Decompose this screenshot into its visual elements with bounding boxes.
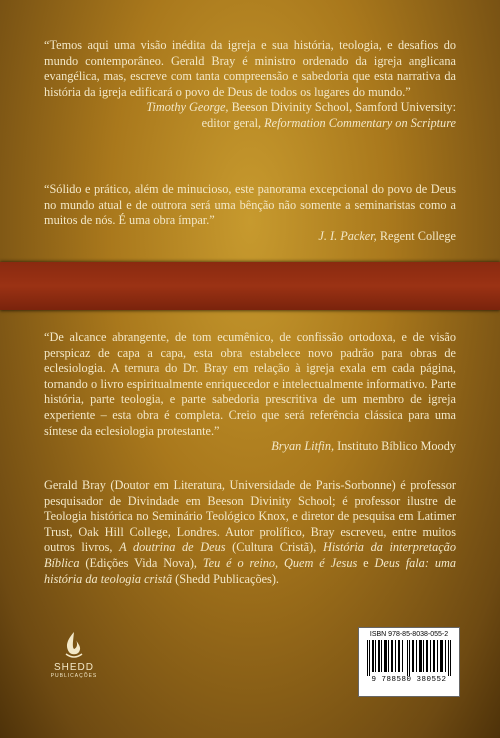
- quote-affiliation: Regent College: [376, 228, 456, 243]
- red-band: [0, 262, 500, 310]
- publisher-subtitle: PUBLICAÇÕES: [50, 673, 98, 679]
- isbn-barcode: [358, 627, 460, 697]
- flame-icon: [61, 630, 87, 660]
- quote-attribution: [44, 439, 456, 455]
- bio-book-title: A doutrina de Deus: [119, 540, 226, 555]
- quote-text: “De alcance abrangente, de tom ecumênico, de confissão ortodoxa, e de visão perspicaz de capa a capa, esta obra estabelece novo padrão para obras de eclesiologia. A ternura do Dr. Bray em relação à igreja exala em cada página, tornando o livro espiritualmente enriquecedor e intelectualmente informativo. Parte história, parte teologia, e parte sabedoria prescritiva de um membro de igreja experiente – esta obra é completa. Creio que será referência clássica para uma síntese da eclesiologia protestante.”: [44, 330, 456, 438]
- barcode-digits: 9 788580 380552: [371, 676, 447, 684]
- bio-book-title: Deus fala: uma história da teologia cristã: [44, 555, 457, 586]
- quote-affiliation: Instituto Bíblico Moody: [334, 439, 456, 454]
- bio-text: (Edições Vida Nova),: [79, 555, 203, 570]
- endorsement-quote-3: [44, 330, 456, 455]
- endorsement-quote-2: [44, 182, 456, 244]
- quote-attribution: [44, 100, 456, 116]
- quote-work: Reformation Commentary on Scripture: [264, 115, 456, 130]
- quote-author: J. I. Packer,: [318, 228, 377, 243]
- endorsement-quote-1: [44, 38, 456, 132]
- bio-text: (Shedd Publicações).: [172, 571, 279, 586]
- publisher-name: SHEDD: [53, 662, 94, 673]
- quote-role: editor geral,: [201, 115, 265, 130]
- isbn-label: ISBN 978-85-8038-055-2: [369, 631, 449, 638]
- bio-book-title: História da interpretação Bíblica: [44, 540, 456, 570]
- bio-text: Gerald Bray (Doutor em Literatura, Universidade de Paris-Sorbonne) é professor pesquisador de Divindade em Beeson Divinity School; é professor ilustre de Teologia histórica no Seminário Teológico Knox, e diretor de pesquisa em Latimer Trust, Oak Hill College, Londres. Autor prolífico, Bray escreveu, entre muitos outros livros,: [44, 478, 456, 555]
- bio-text: e: [357, 555, 375, 570]
- quote-author: Timothy George,: [146, 100, 229, 115]
- quote-text: “Sólido e prático, além de minucioso, este panorama excepcional do povo de Deus no mundo atual e de outrora será uma bênção não somente a seminaristas como a muitos de nós. É uma obra ímpar.”: [44, 182, 456, 228]
- author-bio: [44, 478, 456, 587]
- quote-role-line: [44, 116, 456, 132]
- quote-author: Bryan Litfin,: [271, 439, 335, 454]
- bio-book-title: Teu é o reino, Quem é Jesus: [202, 555, 358, 570]
- quote-affiliation: Beeson Divinity School, Samford University:: [228, 100, 456, 115]
- quote-text: “Temos aqui uma visão inédita da igreja e sua história, teologia, e desafios do mundo contemporâneo. Gerald Bray é ministro ordenado da igreja anglicana evangélica, mas, escreve com tanta compreensão e sabedoria que esta narrativa da história da igreja edificará o povo de Deus de todos os lugares do mundo.”: [44, 38, 456, 99]
- bio-text: (Cultura Cristã),: [225, 540, 323, 555]
- barcode-bars-icon: [365, 640, 453, 676]
- quote-attribution: [44, 229, 456, 245]
- publisher-logo: [44, 630, 104, 679]
